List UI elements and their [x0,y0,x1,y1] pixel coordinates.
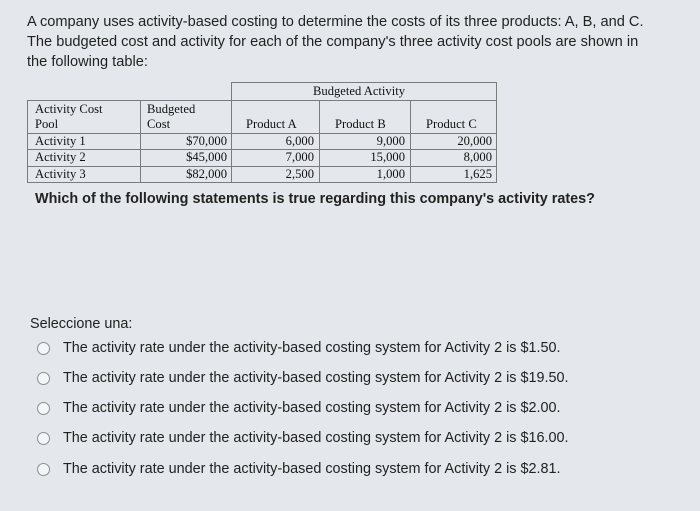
table-cell-product-c: 1,625 [463,167,492,181]
budgeted-activity-header: Budgeted Activity [313,84,405,98]
answer-option-label[interactable]: The activity rate under the activity-based costing system for Activity 2 is $19.50. [63,370,569,386]
table-cell-pool: Activity 1 [35,134,86,148]
table-border [27,100,28,183]
intro-line: The budgeted cost and activity for each of the company's three activity cost pools are shown in [27,34,639,50]
radio-button[interactable] [37,342,50,355]
answer-option-label[interactable]: The activity rate under the activity-based costing system for Activity 2 is $1.50. [63,340,561,356]
table-cell-cost: $82,000 [186,167,227,181]
table-cell-product-b: 1,000 [376,167,405,181]
radio-button[interactable] [37,432,50,445]
table-cell-product-a: 2,500 [285,167,314,181]
table-border [231,82,232,100]
radio-button[interactable] [37,463,50,476]
header-cost: Budgeted [147,102,196,116]
answer-option[interactable] [35,366,625,390]
question-text: Which of the following statements is true regarding this company's activity rates? [35,191,595,207]
header-pool: Activity Cost [35,102,103,116]
answer-option-label[interactable]: The activity rate under the activity-based costing system for Activity 2 is $2.81. [63,461,561,477]
radio-button[interactable] [37,402,50,415]
table-cell-product-b: 15,000 [370,150,405,164]
table-cell-cost: $70,000 [186,134,227,148]
table-cell-cost: $45,000 [186,150,227,164]
question-intro [27,12,657,72]
intro-line: the following table: [27,54,148,70]
table-cell-pool: Activity 2 [35,150,86,164]
header-product-b: Product B [335,117,386,131]
header-product-a: Product A [246,117,297,131]
table-border [27,182,497,183]
table-border [319,100,320,183]
header-cost: Cost [147,117,171,131]
answer-option[interactable] [35,396,625,420]
intro-line: A company uses activity-based costing to determine the costs of its three products: A, B, and C. [27,14,644,30]
answer-option[interactable] [35,336,625,360]
answer-option[interactable] [35,457,625,481]
table-border [231,100,232,183]
table-cell-product-c: 20,000 [457,134,492,148]
select-prompt: Seleccione una: [30,316,133,332]
answer-option-label[interactable]: The activity rate under the activity-based costing system for Activity 2 is $16.00. [63,430,569,446]
header-pool: Pool [35,117,59,131]
table-cell-product-a: 7,000 [285,150,314,164]
table-cell-pool: Activity 3 [35,167,86,181]
table-cell-product-c: 8,000 [463,150,492,164]
radio-button[interactable] [37,372,50,385]
table-border [496,82,497,100]
answer-option[interactable] [35,426,625,450]
table-border [496,100,497,183]
table-border [27,100,497,101]
table-cell-product-b: 9,000 [376,134,405,148]
table-border [140,100,141,183]
table-cell-product-a: 6,000 [285,134,314,148]
header-product-c: Product C [426,117,477,131]
answer-option-label[interactable]: The activity rate under the activity-based costing system for Activity 2 is $2.00. [63,400,561,416]
table-border [410,100,411,183]
table-border [231,82,497,83]
